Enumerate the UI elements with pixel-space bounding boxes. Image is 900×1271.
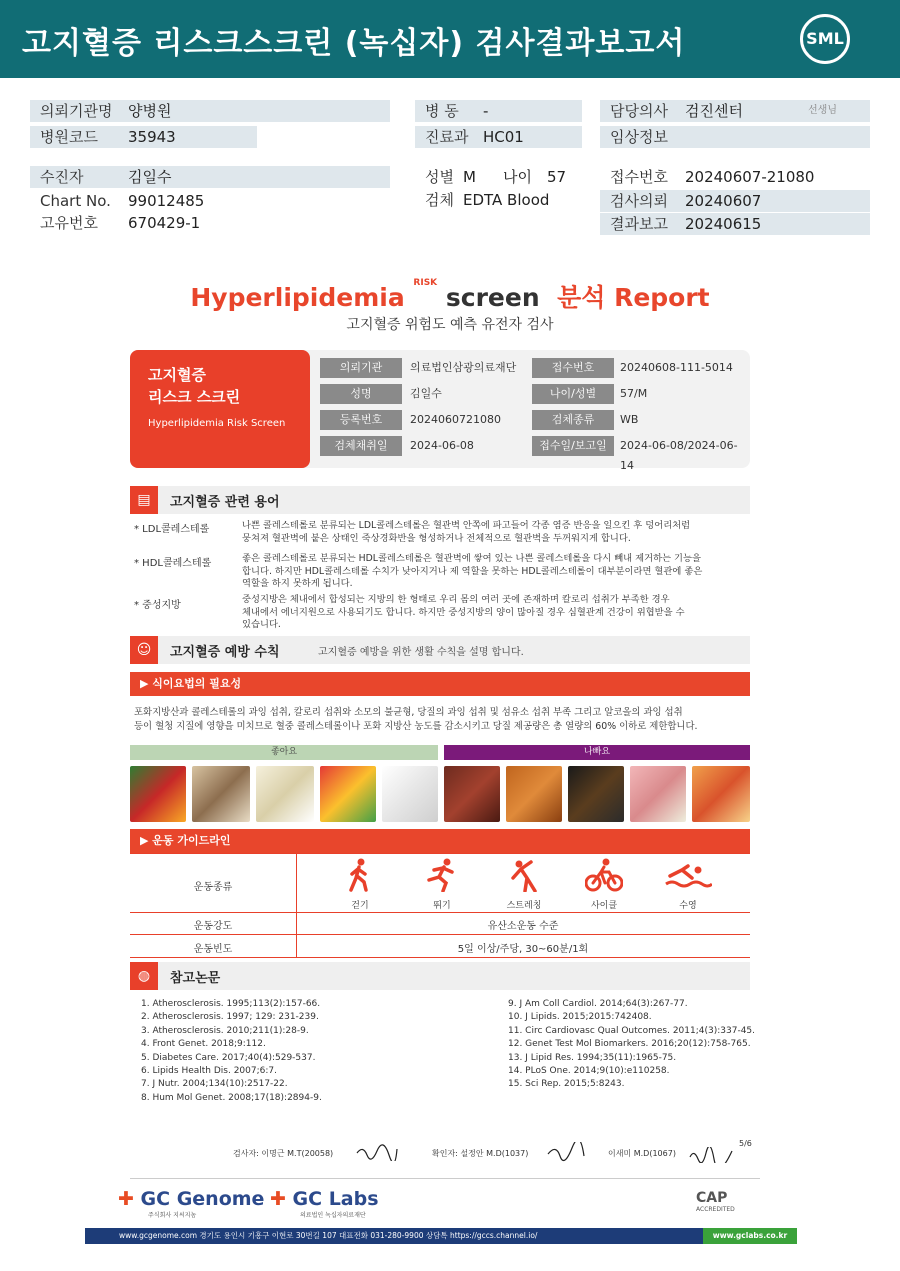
hospital-field: 의뢰기관명 양병원 (30, 100, 390, 122)
tofu-image (256, 766, 314, 822)
vegetables-image (130, 766, 186, 822)
references-right: 9. J Am Coll Cardiol. 2014;64(3):267-77. 10. J Lipids. 2015;2015:742408. 11. Circ Cardiovasc Qual Outcomes. 2011;4(3):337-45. 12. Genet Test Mol Biomarkers. 2016;20(12):758-765. 13. J Lipid Res. 1994;35(11):1965-75. 14. PLoS One. 2014;9(10):e110258. 15. Sci Rep. 2015;5:8243. (508, 999, 756, 1090)
meat-image (444, 766, 500, 822)
footer-bar: www.gcgenome.com 경기도 용인시 기흥구 이현로 30번길 107 대표전화 031-280-9900 상담톡 https://gccs.channel.io/ www.gclabs.co.kr (85, 1228, 797, 1244)
diet-paragraph: 포화지방산과 콜레스테롤의 과잉 섭취, 칼로리 섭취와 소모의 불균형, 당질의 과잉 섭취 및 섬유소 섭취 부족 그리고 알코올의 과잉 섭취 등이 혈청 지질에 영향을 미치므로 혈중 콜레스테롤이나 포화 지방산 농도를 감소시키고 당질 제공량은 총 열량의 60% 이하로 제한합니다. (134, 707, 698, 732)
milk-image (382, 766, 438, 822)
specimen-field: 검체 EDTA Blood (425, 191, 550, 209)
term-label: * LDL콜레스테롤 (134, 524, 210, 535)
card-key: 의뢰기관 (320, 358, 402, 378)
hospital-code-field: 병원코드 35943 (30, 126, 257, 148)
cap-logo: CAP ACCREDITED (696, 1190, 735, 1213)
page-number: 5/6 (739, 1139, 752, 1148)
nuts-image (192, 766, 250, 822)
fruits-image (320, 766, 376, 822)
references-section-header: ◍ 참고논문 (130, 962, 750, 990)
confirmer-signature: 확인자: 설정안 M.D(1037) (432, 1149, 529, 1158)
people-icon: ☺ (130, 636, 158, 664)
risk-badge: RISK (413, 278, 438, 288)
card-value: 2024-06-08/2024-06-14 (620, 439, 738, 472)
chart-number-field: Chart No. 99012485 (40, 192, 205, 210)
running-activity: 뛰기 (412, 858, 472, 911)
walking-activity: 걷기 (330, 858, 390, 911)
card-key: 접수번호 (532, 358, 614, 378)
exercise-type-row: 운동종류 (130, 853, 750, 911)
card-value: 김일수 (410, 387, 442, 400)
report-date-field: 결과보고 20240615 (600, 213, 870, 235)
card-key: 성명 (320, 384, 402, 404)
unique-id-field: 고유번호 670429-1 (40, 214, 201, 232)
card-value: 20240608-111-5014 (620, 361, 733, 374)
gc-labs-logo: ✚ GC Labs 의료법인 녹십자의료재단 (270, 1188, 379, 1219)
term-label: * HDL콜레스테롤 (134, 558, 212, 569)
term-description: 중성지방은 체내에서 합성되는 지방의 한 형태로 우리 몸의 여러 곳에 존재하며 칼로리 섭취가 부족한 경우 체내에서 에너지원으로 사용되기도 합니다. 하지만 중성지방의 양이 많아질 경우 심혈관계 건강이 위협받을 수 있습니다. (242, 594, 685, 631)
clinical-info-field: 임상정보 (600, 126, 870, 148)
card-key: 검체종류 (532, 410, 614, 430)
walking-icon (345, 858, 375, 892)
swimming-activity: 수영 (658, 858, 718, 911)
sex-age-field: 성별 M 나이 57 (425, 168, 567, 186)
receipt-number-field: 접수번호 20240607-21080 (610, 168, 815, 186)
stretching-activity: 스트레칭 (494, 858, 554, 911)
gc-genome-logo: ✚ GC Genome 주식회사 지씨지놈 (118, 1188, 265, 1219)
signature-scribble-3 (688, 1147, 734, 1163)
patient-name-field: 수진자 김일수 (30, 166, 390, 188)
signature-scribble-2 (546, 1142, 586, 1162)
report-header (0, 0, 900, 78)
signature-scribble-1 (355, 1143, 399, 1161)
report-title: 고지혈증 리스크스크린 (녹십자) 검사결과보고서 (22, 26, 686, 61)
noodles-image (568, 766, 624, 822)
processed-meat-image (630, 766, 686, 822)
card-value: 2024-06-08 (410, 439, 474, 452)
good-food-label: 좋아요 (130, 745, 438, 760)
term-label: * 중성지방 (134, 600, 181, 611)
clipboard-icon: ▤ (130, 486, 158, 514)
footer-divider (130, 1178, 760, 1179)
department-field: 진료과 HC01 (415, 126, 582, 148)
globe-icon: ◍ (130, 962, 158, 990)
prevention-section-header: ☺ 고지혈증 예방 수칙 고지혈증 예방을 위한 생활 수칙을 설명 합니다. (130, 636, 750, 664)
terms-section-header: ▤ 고지혈증 관련 용어 (130, 486, 750, 514)
fried-food-image (506, 766, 562, 822)
report-subtitle: 고지혈증 위험도 예측 유전자 검사 (346, 317, 554, 333)
request-date-field: 검사의뢰 20240607 (600, 190, 870, 212)
doctor-field: 담당의사 검진센터 선생님 (600, 100, 870, 122)
card-value: WB (620, 413, 639, 426)
ward-field: 병 동 - (415, 100, 582, 122)
report-heading: Hyperlipidemia $^{RISK}$ screen 분석 Report (190, 278, 710, 312)
cycling-icon (585, 858, 623, 892)
sml-logo: SML (800, 14, 850, 64)
cycling-activity: 사이클 (574, 858, 634, 911)
card-key: 검체채취일 (320, 436, 402, 456)
card-key: 접수일/보고일 (532, 436, 614, 456)
card-key: 나이/성별 (532, 384, 614, 404)
exercise-intensity-row: 운동강도 유산소운동 수준 (130, 912, 750, 934)
checker-signature: 검사자: 이명근 M.T(20058) (233, 1149, 334, 1158)
card-value: 의료법인삼광의료재단 (410, 361, 517, 374)
term-description: 좋은 콜레스테롤로 분류되는 HDL콜레스테롤은 혈관벽에 쌓여 있는 나쁜 콜레스테롤을 다시 빼내 제거하는 기능을 합니다. 하지만 HDL콜레스테롤 수치가 낮아지거나 제 역할을 못하는 HDL콜레스테롤이 대부분이라면 혈관에 좋은 역할을 하지 못하게 됩니다. (242, 553, 703, 590)
product-card: 고지혈증 리스크 스크린 Hyperlipidemia Risk Screen (130, 350, 310, 468)
card-value: 2024060721080 (410, 413, 501, 426)
card-value: 57/M (620, 387, 648, 400)
third-signature: 이새미 M.D(1067) (608, 1149, 676, 1158)
instant-food-image (692, 766, 750, 822)
stretching-icon (507, 858, 541, 892)
bad-food-label: 나빠요 (444, 745, 750, 760)
diet-bar: ▶ 식이요법의 필요성 (130, 672, 750, 696)
term-description: 나쁜 콜레스테롤로 분류되는 LDL콜레스테롤은 혈관벽 안쪽에 파고들어 각종 염증 반응을 일으킨 후 덩어리처럼 뭉쳐져 혈관벽에 붙은 상태인 죽상경화반을 형성하거나 전체적으로 혈관벽을 두꺼워지게 합니다. (242, 520, 691, 544)
running-icon (425, 858, 459, 892)
card-key: 등록번호 (320, 410, 402, 430)
website-link[interactable]: www.gclabs.co.kr (703, 1228, 797, 1244)
swimming-icon (664, 858, 712, 892)
exercise-bar: ▶ 운동 가이드라인 (130, 829, 750, 853)
exercise-frequency-row: 운동빈도 5일 이상/주당, 30~60분/1회 (130, 934, 750, 958)
references-left: 1. Atherosclerosis. 1995;113(2):157-66. 2. Atherosclerosis. 1997; 129: 231-239. 3. Atherosclerosis. 2010;211(1):28-9. 4. Front Genet. 2018;9:112. 5. Diabetes Care. 2017;40(4):529-537. 6. Lipids Health Dis. 2007;6:7. 7. J Nutr. 2004;134(10):2517-22. 8. Hum Mol Genet. 2008;17(18):2894-9. (141, 999, 322, 1103)
